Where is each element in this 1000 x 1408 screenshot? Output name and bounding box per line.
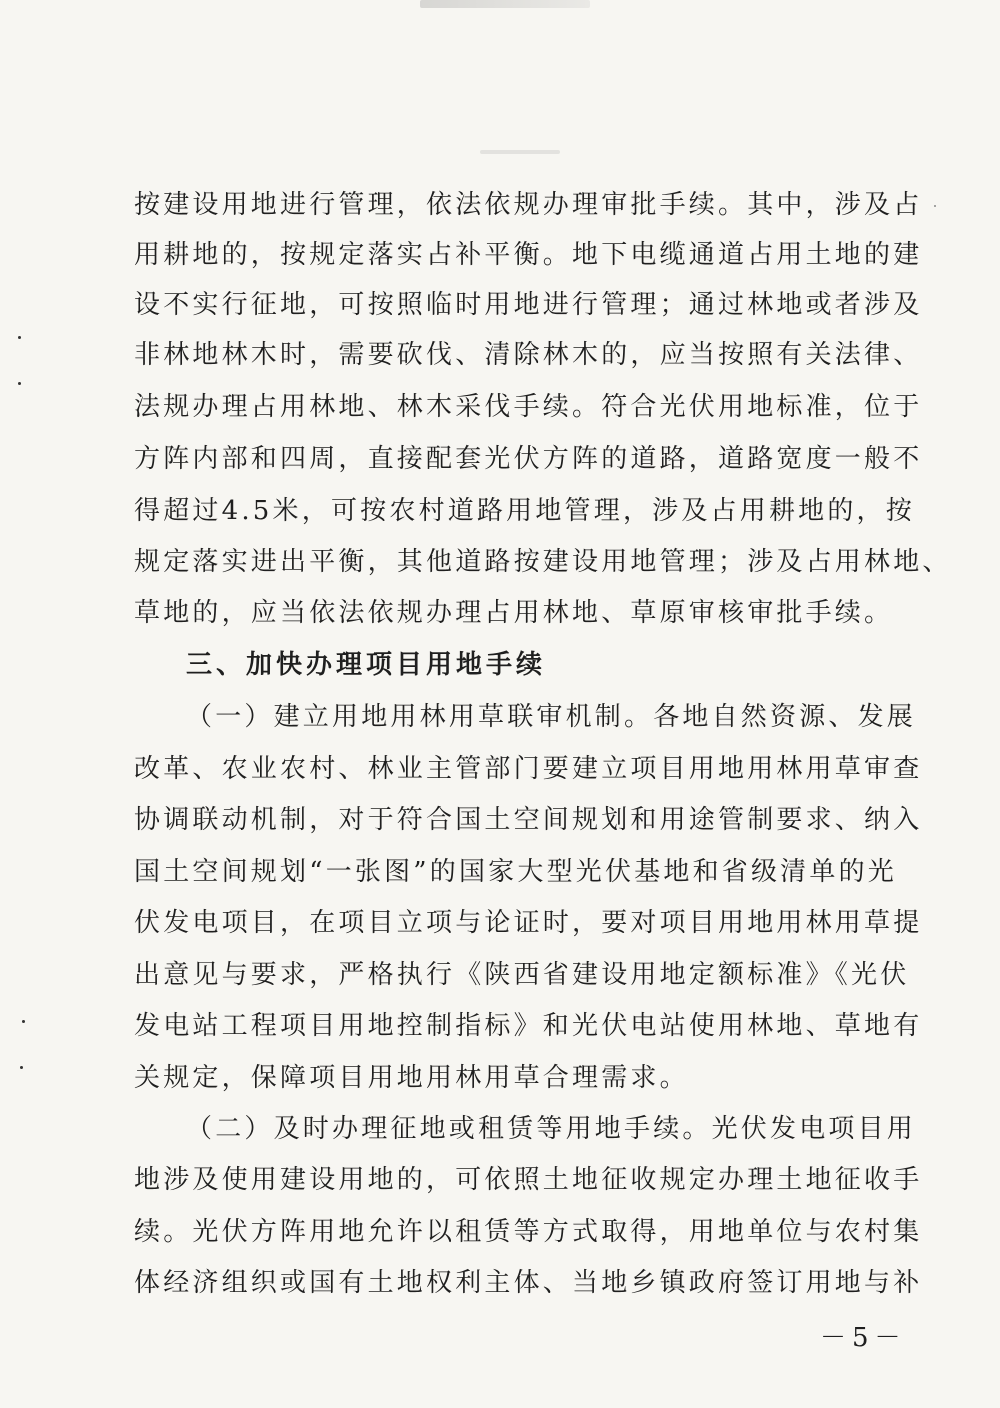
page-number: －5－	[820, 1323, 907, 1353]
body-line: 按建设用地进行管理，依法依规办理审批手续。其中，涉及占	[134, 190, 923, 220]
body-line: 用耕地的，按规定落实占补平衡。地下电缆通道占用土地的建	[134, 240, 923, 270]
body-line: 伏发电项目，在项目立项与论证时，要对项目用地用林用草提	[134, 908, 923, 938]
scan-speck	[20, 1066, 23, 1069]
body-line: 非林地林木时，需要砍伐、清除林木的，应当按照有关法律、	[134, 340, 923, 370]
scan-speck	[22, 1020, 25, 1023]
subsection-first-line: （二）及时办理征地或租赁等用地手续。光伏发电项目用	[186, 1114, 917, 1144]
body-line: 改革、农业农村、林业主管部门要建立项目用地用林用草审查	[134, 754, 923, 784]
body-line: 体经济组织或国有土地权利主体、当地乡镇政府签订用地与补	[134, 1268, 923, 1298]
scan-smudge-middle	[480, 150, 560, 154]
body-line: 法规办理占用林地、林木采伐手续。符合光伏用地标准，位于	[134, 392, 923, 422]
body-line: 规定落实进出平衡，其他道路按建设用地管理；涉及占用林地、	[134, 547, 952, 577]
body-line: 国土空间规划“一张图”的国家大型光伏基地和省级清单的光	[134, 857, 897, 887]
body-line: 续。光伏方阵用地允许以租赁等方式取得，用地单位与农村集	[134, 1217, 923, 1247]
body-line: 发电站工程项目用地控制指标》和光伏电站使用林地、草地有	[134, 1011, 923, 1041]
scan-speck	[934, 205, 936, 207]
subsection-first-line: （一）建立用地用林用草联审机制。各地自然资源、发展	[186, 702, 917, 732]
body-line: 方阵内部和四周，直接配套光伏方阵的道路，道路宽度一般不	[134, 444, 923, 474]
body-line: 出意见与要求，严格执行《陕西省建设用地定额标准》《光伏	[134, 960, 910, 990]
body-line: 得超过4.5米，可按农村道路用地管理，涉及占用耕地的，按	[134, 496, 915, 526]
body-line: 草地的，应当依法依规办理占用林地、草原审核审批手续。	[134, 598, 894, 628]
body-line: 地涉及使用建设用地的，可依照土地征收规定办理土地征收手	[134, 1165, 923, 1195]
body-line: 关规定，保障项目用地用林用草合理需求。	[134, 1063, 689, 1093]
body-line: 设不实行征地，可按照临时用地进行管理；通过林地或者涉及	[134, 290, 923, 320]
scan-speck	[18, 336, 21, 339]
scan-speck	[18, 382, 21, 385]
section-heading: 三、加快办理项目用地手续	[186, 650, 547, 680]
scan-smudge-top	[420, 0, 590, 8]
body-line: 协调联动机制，对于符合国土空间规划和用途管制要求、纳入	[134, 805, 923, 835]
